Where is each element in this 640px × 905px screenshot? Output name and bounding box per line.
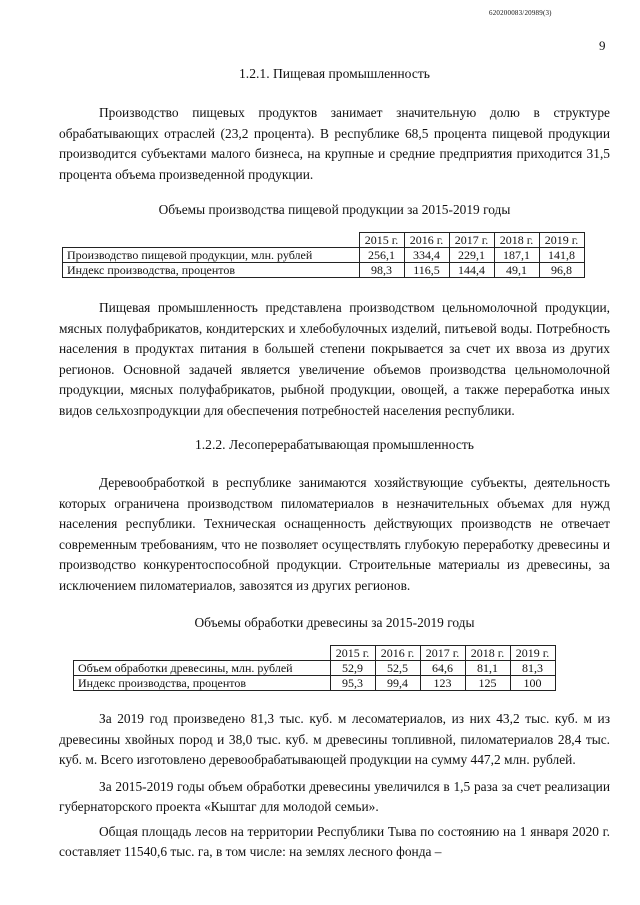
- table-cell: 187,1: [494, 248, 539, 263]
- table-corner-cell: [63, 233, 360, 248]
- paragraph: За 2019 год произведено 81,3 тыс. куб. м лесоматериалов, из них 43,2 тыс. куб. м из древесины хвойных пород и 38,0 тыс. куб. м древесины топливной, пиломатериалов 28,4 тыс. куб. м. Всего изготовлено деревообрабатывающей продукции на сумму 447,2 млн. рублей.: [59, 711, 610, 767]
- year-header: 2017 г.: [420, 646, 465, 661]
- paragraph: Пищевая промышленность представлена производством цельномолочной продукции, мясных полуфабрикатов, кондитерских и хлебобулочных изделий, питьевой воды. Потребность населения в продуктах питания в большей степени покрывается за счет их ввоза из других регионов. Основной задачей является увеличение объемов производства цельномолочной продукции, мясных полуфабрикатов, рыбной продукции, овощей, а также переработка иных видов сельхозпродукции для обеспечения потребностей населения республики.: [59, 300, 610, 418]
- table-cell: 116,5: [404, 263, 449, 278]
- table-header-row: [63, 233, 585, 248]
- table-cell: 99,4: [375, 676, 420, 691]
- paragraph: Деревообработкой в республике занимаются хозяйствующие субъекты, деятельность которых ограничена производством пиломатериалов в незначительных объемах для нужд населения республики. Техническая оснащенность действующих производств не отвечает современным требованиям, что не позволяет осуществлять глубокую переработку древесины и производство конкурентоспособной продукции. Строительные материалы из древесины, за исключением пиломатериалов, завозятся из других регионов.: [59, 475, 610, 593]
- year-header: 2019 г.: [539, 233, 584, 248]
- table-cell: 52,9: [330, 661, 375, 676]
- row-label: Производство пищевой продукции, млн. рублей: [63, 248, 360, 263]
- table-cell: 52,5: [375, 661, 420, 676]
- section-heading-food: 1.2.1. Пищевая промышленность: [239, 66, 430, 81]
- table-row: [74, 676, 556, 691]
- table-corner-cell: [74, 646, 331, 661]
- table-cell: 81,3: [510, 661, 555, 676]
- table-cell: 81,1: [465, 661, 510, 676]
- table-cell: 64,6: [420, 661, 465, 676]
- year-header: 2016 г.: [375, 646, 420, 661]
- year-header: 2018 г.: [465, 646, 510, 661]
- row-label: Объем обработки древесины, млн. рублей: [74, 661, 331, 676]
- table-row: [74, 661, 556, 676]
- row-label: Индекс производства, процентов: [63, 263, 360, 278]
- table-row: [63, 263, 585, 278]
- year-header: 2015 г.: [359, 233, 404, 248]
- table-row: [63, 248, 585, 263]
- paragraph: Производство пищевых продуктов занимает значительную долю в структуре обрабатывающих отраслей (23,2 процента). В республике 68,5 процента пищевой продукции производится субъектами малого бизнеса, на крупные и средние предприятия приходится 31,5 процента объема произведенной продукции.: [59, 105, 610, 182]
- year-header: 2017 г.: [449, 233, 494, 248]
- table-header-row: [74, 646, 556, 661]
- page-content: [59, 60, 610, 863]
- year-header: 2019 г.: [510, 646, 555, 661]
- table-cell: 100: [510, 676, 555, 691]
- paragraph: Общая площадь лесов на территории Республики Тыва по состоянию на 1 января 2020 г. составляет 11540,6 тыс. га, в том числе: на землях лесного фонда –: [59, 823, 610, 859]
- table-cell: 141,8: [539, 248, 584, 263]
- row-label: Индекс производства, процентов: [74, 676, 331, 691]
- table-cell: 98,3: [359, 263, 404, 278]
- table-cell: 334,4: [404, 248, 449, 263]
- page-number: 9: [599, 38, 606, 53]
- table-cell: 95,3: [330, 676, 375, 691]
- year-header: 2016 г.: [404, 233, 449, 248]
- table-cell: 125: [465, 676, 510, 691]
- table-cell: 49,1: [494, 263, 539, 278]
- paragraph: За 2015-2019 годы объем обработки древесины увеличился в 1,5 раза за счет реализации губернаторского проекта «Кыштаг для молодой семьи».: [59, 778, 610, 814]
- wood-processing-table: [73, 645, 556, 691]
- food-production-table: [62, 232, 585, 278]
- table-cell: 123: [420, 676, 465, 691]
- table-title-food: Объемы производства пищевой продукции за 2015-2019 годы: [158, 202, 511, 217]
- document-number: 620200083/20989(3): [489, 9, 552, 17]
- table-title-wood: Объемы обработки древесины за 2015-2019 годы: [194, 615, 475, 630]
- year-header: 2015 г.: [330, 646, 375, 661]
- table-cell: 229,1: [449, 248, 494, 263]
- table-cell: 144,4: [449, 263, 494, 278]
- section-heading-wood: 1.2.2. Лесоперерабатывающая промышленность: [194, 437, 475, 452]
- table-cell: 96,8: [539, 263, 584, 278]
- year-header: 2018 г.: [494, 233, 539, 248]
- table-cell: 256,1: [359, 248, 404, 263]
